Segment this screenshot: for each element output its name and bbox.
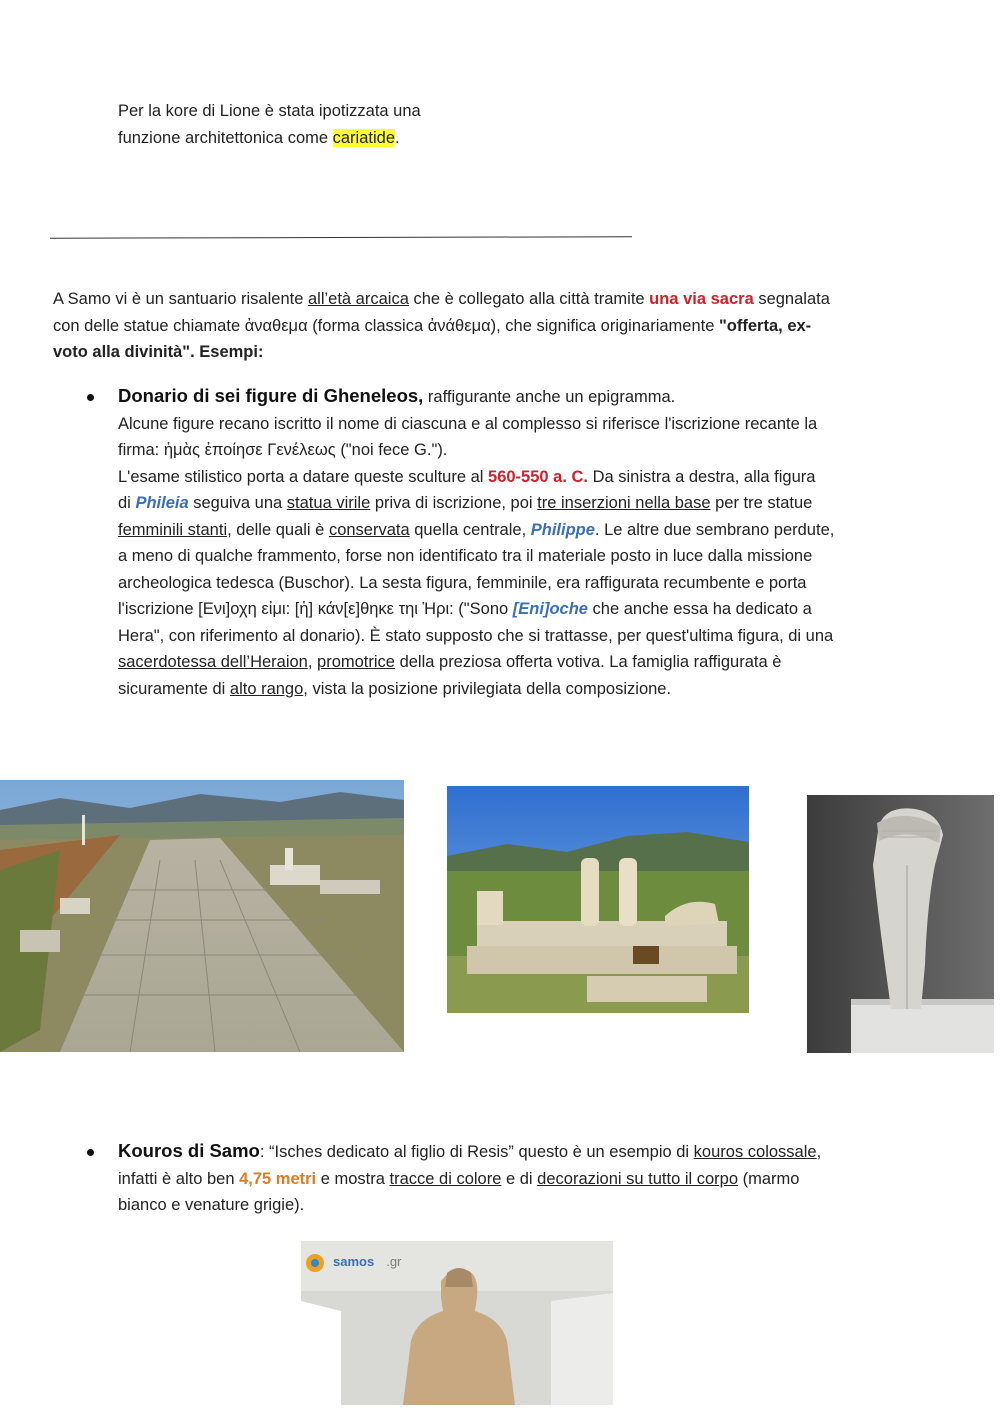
kouros-text: : “Isches dedicato al figlio di Resis” questo è un esempio di — [259, 1143, 694, 1161]
bullet-dot — [87, 1149, 94, 1156]
donario-text: Da sinistra a destra, alla figura — [588, 467, 816, 486]
donario-text: , — [307, 653, 318, 671]
donario-text: per tre statue — [710, 494, 813, 512]
donario-text: quella centrale, — [409, 520, 531, 539]
kouros-text: e mostra — [316, 1169, 390, 1188]
donario-underlined: femminili stanti — [118, 520, 228, 539]
intro-line-1: Per la kore di Lione è stata ipotizzata una — [118, 102, 421, 120]
kouros-title: Kouros di Samo — [118, 1140, 260, 1161]
donario-text: , delle quali è — [227, 520, 329, 539]
kouros-line-3: bianco e venature grigie). — [118, 1196, 305, 1214]
kouros-text: , — [816, 1143, 822, 1161]
kouros-paragraph — [118, 1138, 821, 1219]
donario-text: sicuramente di — [118, 679, 230, 698]
donario-text: raffigurante anche un epigramma. — [423, 388, 676, 406]
donario-text: , vista la posizione privilegiata della composizione. — [303, 679, 672, 698]
donario-line-7: a meno di qualche frammento, forse non identificato tra il materiale posto in luce dalla missione — [118, 547, 813, 565]
donario-line-8: archeologica tedesca (Buschor). La sesta figura, femminile, era raffigurata recumbente e porta — [118, 573, 807, 592]
intro-line-2 — [118, 125, 421, 152]
samo-via-sacra: una via sacra — [649, 290, 754, 308]
intro-period: . — [395, 128, 400, 147]
kouros-line-1 — [118, 1138, 821, 1166]
watermark-name: samos — [333, 1254, 375, 1269]
highlight-cariatide: cariatide — [332, 128, 395, 147]
donario-underlined: promotrice — [317, 653, 395, 671]
donario-underlined: sacerdotessa dell’Heraion — [118, 653, 308, 671]
donario-text: priva di iscrizione, poi — [370, 494, 538, 512]
donario-text: l'iscrizione [Ενι]οχη εἰμι: [ἡ] κάν[ε]θηκε τηι Ἡρι: ("Sono — [118, 600, 513, 618]
kouros-text: e di — [501, 1169, 538, 1188]
kouros-height: 4,75 metri — [239, 1169, 317, 1188]
donario-text: di — [118, 494, 136, 512]
donario-line-11 — [118, 649, 834, 676]
donario-underlined: statua virile — [286, 494, 371, 512]
bullet-dot — [87, 394, 94, 401]
donario-title: Donario di sei figure di Gheneleos, — [118, 385, 424, 406]
horizontal-divider — [50, 236, 632, 239]
samo-line-3: voto alla divinità". Esempi: — [53, 343, 264, 361]
photo-kouros — [301, 1241, 613, 1405]
donario-text: seguiva una — [188, 494, 287, 512]
donario-line-3: firma: ἡμὰς ἐποίησε Γενέλεως ("noi fece G."). — [118, 441, 448, 459]
donario-line-5 — [118, 490, 834, 517]
samo-text: con delle statue chiamate ἀναθεμα (forma classica ἀνάθεμα), che significa originariamente — [53, 316, 719, 335]
kouros-text: (marmo — [738, 1169, 800, 1188]
donario-date: 560-550 a. C. — [488, 467, 588, 486]
samo-text: che è collegato alla città tramite — [408, 290, 650, 308]
samo-line-1 — [53, 286, 830, 313]
name-philippe: Philippe — [530, 520, 595, 539]
samo-bold: "offerta, ex- — [718, 316, 812, 335]
donario-paragraph — [118, 383, 834, 702]
intro-paragraph — [118, 98, 421, 151]
name-phileia: Phileia — [135, 494, 189, 512]
donario-text: che anche essa ha dedicato a — [587, 600, 812, 618]
samo-line-2 — [53, 313, 830, 340]
intro-text: funzione architettonica come — [118, 128, 333, 147]
kouros-line-2 — [118, 1166, 821, 1193]
watermark — [333, 1254, 401, 1269]
donario-text: L'esame stilistico porta a datare queste sculture al — [118, 467, 489, 486]
donario-line-9 — [118, 596, 834, 623]
samo-text: segnalata — [753, 290, 830, 308]
donario-underlined: tre inserzioni nella base — [537, 494, 711, 512]
donario-underlined: alto rango — [229, 679, 304, 698]
photo-donario — [447, 786, 749, 1013]
samo-underlined: all’età arcaica — [307, 290, 409, 308]
kouros-underlined: decorazioni su tutto il corpo — [537, 1169, 739, 1188]
kouros-underlined: tracce di colore — [389, 1169, 502, 1188]
donario-line-12 — [118, 676, 834, 703]
samo-text: A Samo vi è un santuario risalente — [53, 290, 308, 308]
donario-line-1 — [118, 383, 834, 411]
donario-line-10: Hera", con riferimento al donario). È stato supposto che si trattasse, per quest'ultima figura, di una — [118, 626, 834, 645]
donario-line-4 — [118, 464, 834, 491]
watermark-suffix: .gr — [386, 1254, 402, 1269]
kouros-text: infatti è alto ben — [118, 1169, 240, 1188]
donario-text: della preziosa offerta votiva. La famiglia raffigurata è — [394, 653, 782, 671]
donario-line-2: Alcune figure recano iscritto il nome di ciascuna e al complesso si riferisce l'iscrizione recante la — [118, 414, 818, 433]
samo-paragraph — [53, 286, 830, 366]
kouros-underlined: kouros colossale — [693, 1143, 817, 1161]
donario-underlined: conservata — [328, 520, 410, 539]
photo-via-sacra — [0, 780, 404, 1052]
photo-philippe — [807, 795, 994, 1053]
donario-line-6 — [118, 517, 834, 544]
donario-text: . Le altre due sembrano perdute, — [594, 520, 835, 539]
name-enioche: [Eni]oche — [512, 600, 588, 618]
